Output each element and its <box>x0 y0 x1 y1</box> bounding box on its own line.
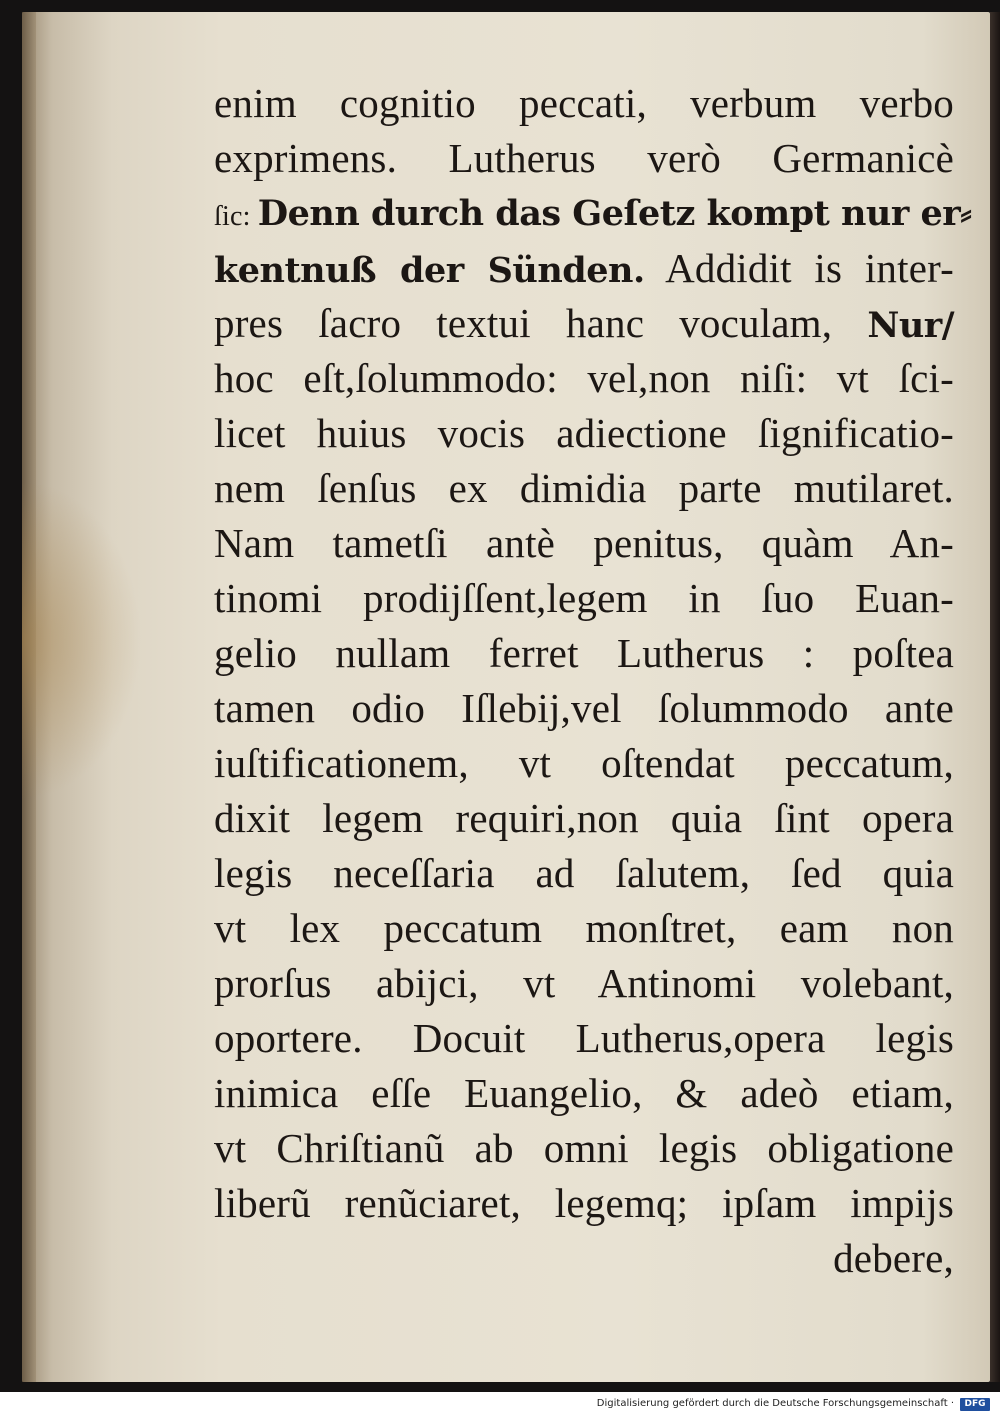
text-line: gelio nullam ferret Lutherus : poſtea <box>214 630 954 676</box>
text-line: legis neceſſaria ad ſalutem, ſed quia <box>214 850 954 896</box>
catchword: debere, <box>833 1235 954 1281</box>
text-line: iuſtificationem, vt oſtendat peccatum, <box>214 740 954 786</box>
fraktur-text: Nur/ <box>867 305 954 346</box>
text-line: inimica eſſe Euangelio, & adeò etiam, <box>214 1070 954 1116</box>
text-line: Nam tametſi antè penitus, quàm An- <box>214 520 954 566</box>
text-line: liberũ renũciaret, legemq; ipſam impijs <box>214 1180 954 1226</box>
fraktur-text: Denn durch das Geſetz kompt nur er⸗ <box>257 193 972 234</box>
text-line: oportere. Docuit Lutherus,opera legis <box>214 1015 954 1061</box>
funding-credit: Digitalisierung gefördert durch die Deutsche Forschungsgemeinschaft · <box>596 1398 954 1409</box>
body-text <box>214 76 972 1286</box>
text-line: tinomi prodijſſent,legem in ſuo Euan- <box>214 575 954 621</box>
dfg-logo-icon: DFG <box>960 1398 990 1411</box>
paper-stain <box>22 480 142 800</box>
text-line: ſic: Denn durch das Geſetz kompt nur er⸗ <box>214 193 972 234</box>
footer-bar <box>0 1396 1000 1416</box>
text-line: dixit legem requiri,non quia ſint opera <box>214 795 954 841</box>
text-line: tamen odio Iſlebij,vel ſolummodo ante <box>214 685 954 731</box>
text-line: enim cognitio peccati, verbum verbo <box>214 80 954 126</box>
text-line: nem ſenſus ex dimidia parte mutilaret. <box>214 465 954 511</box>
text-line: hoc eſt,ſolummodo: vel,non niſi: vt ſci- <box>214 355 954 401</box>
text-line: kentnuß der Sünden. Addidit is inter- <box>214 245 954 291</box>
text-line: pres ſacro textui hanc voculam, Nur/ <box>214 300 954 346</box>
text-line: exprimens. Lutherus verò Germanicè <box>214 135 954 181</box>
text-line: licet huius vocis adiectione ſignificatio- <box>214 410 954 456</box>
fraktur-text: kentnuß der Sünden. <box>214 250 645 291</box>
text-line: vt lex peccatum monſtret, eam non <box>214 905 954 951</box>
text-line: prorſus abijci, vt Antinomi volebant, <box>214 960 954 1006</box>
text-line: vt Chriſtianũ ab omni legis obligatione <box>214 1125 954 1171</box>
page-right-edge <box>990 12 1000 1382</box>
